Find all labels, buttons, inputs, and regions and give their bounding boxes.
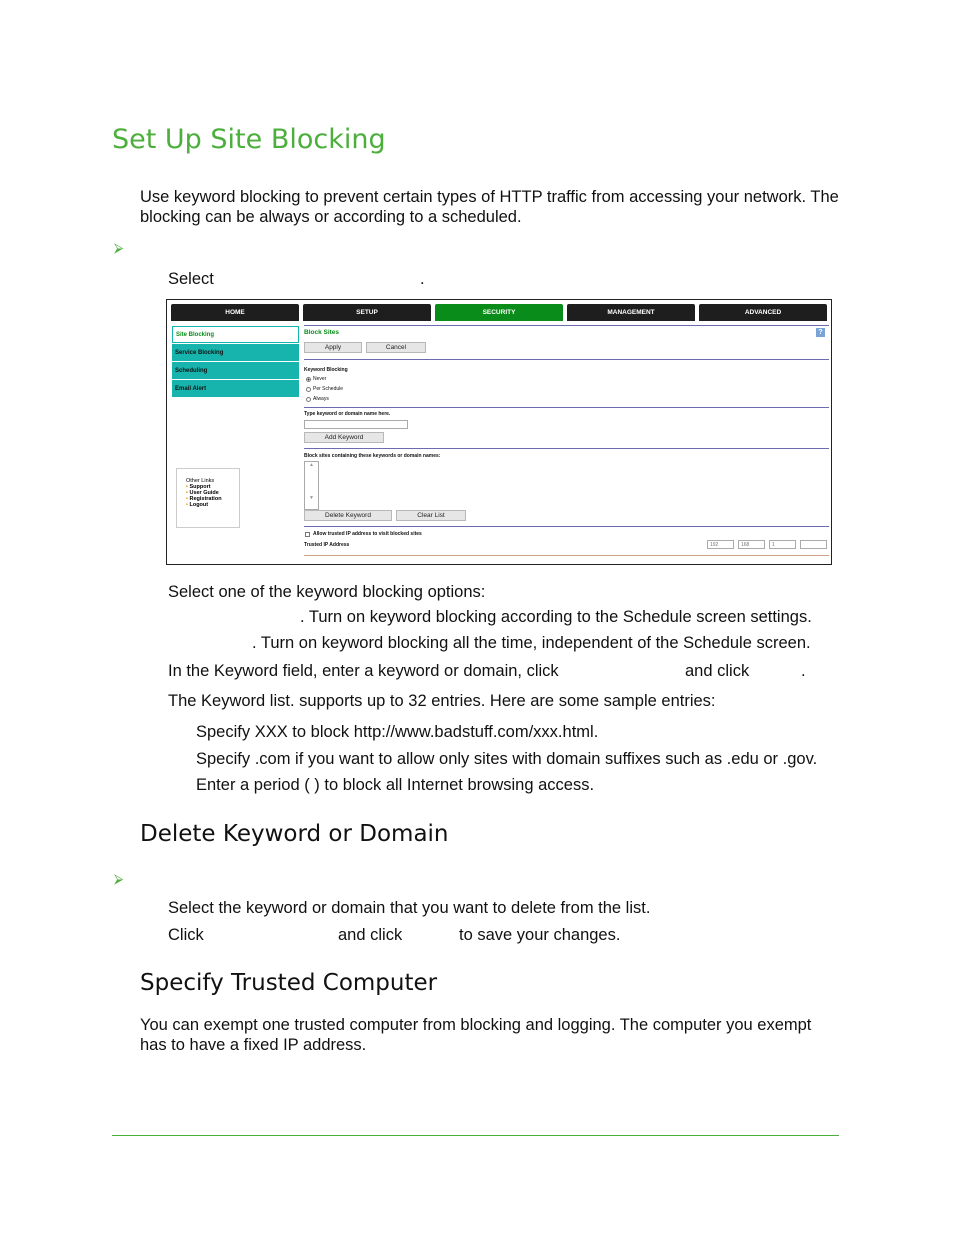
divider — [304, 407, 829, 408]
delete-step-2-b: and click — [338, 926, 403, 944]
ip-octet-3[interactable]: 1 — [769, 540, 796, 549]
block-list-label: Block sites containing these keywords or domain names: — [304, 453, 441, 459]
tab-advanced[interactable]: ADVANCED — [699, 304, 827, 321]
keyword-field-instruction: In the Keyword field, enter a keyword or domain, click — [168, 662, 559, 680]
tab-home[interactable]: HOME — [171, 304, 299, 321]
sidebar-item-scheduling[interactable]: Scheduling — [172, 362, 299, 379]
radio-dot-icon — [306, 377, 311, 382]
step-select-period: . — [420, 270, 425, 288]
cancel-button[interactable]: Cancel — [366, 342, 426, 353]
divider — [304, 555, 829, 556]
sidebar-item-site-blocking[interactable]: Site Blocking — [172, 326, 299, 343]
tab-setup[interactable]: SETUP — [303, 304, 431, 321]
checkbox-icon — [305, 532, 310, 537]
radio-per-schedule[interactable]: Per Schedule — [306, 386, 343, 392]
per-schedule-description: . Turn on keyword blocking according to the Schedule screen settings. — [300, 608, 812, 626]
radio-dot-icon — [306, 387, 311, 392]
radio-always[interactable]: Always — [306, 396, 329, 402]
ip-octet-1[interactable]: 192 — [707, 540, 734, 549]
tab-management[interactable]: MANAGEMENT — [567, 304, 695, 321]
page-title: Set Up Site Blocking — [112, 124, 386, 155]
router-screenshot — [166, 299, 832, 565]
ip-octet-4[interactable] — [800, 540, 827, 549]
divider — [304, 325, 829, 326]
delete-section-title: Delete Keyword or Domain — [140, 821, 449, 847]
trusted-ip-label: Trusted IP Address — [304, 542, 350, 548]
sample-entry: Specify .com if you want to allow only sites with domain suffixes such as .edu or .gov. — [196, 750, 818, 768]
link-support[interactable]: Support — [189, 484, 211, 490]
keyword-blocking-label: Keyword Blocking — [304, 367, 348, 373]
clear-list-button[interactable]: Clear List — [396, 510, 466, 521]
delete-step-1: Select the keyword or domain that you want to delete from the list. — [168, 899, 651, 917]
sample-entry: Enter a period ( ) to block all Internet browsing access. — [196, 776, 595, 794]
scroll-up-icon[interactable]: ▲ — [309, 462, 314, 468]
footer-divider — [112, 1135, 839, 1136]
help-icon[interactable]: ? — [816, 328, 825, 337]
scroll-down-icon[interactable]: ▼ — [309, 495, 314, 501]
divider — [304, 359, 829, 360]
divider — [304, 448, 829, 449]
delete-step-2-c: to save your changes. — [459, 926, 621, 944]
intro-paragraph: Use keyword blocking to prevent certain types of HTTP traffic from accessing your network. The blocking can be always or according to a scheduled. — [140, 188, 839, 226]
allow-trusted-checkbox[interactable]: Allow trusted IP address to visit blocked sites — [305, 531, 422, 537]
trusted-section-body: You can exempt one trusted computer from blocking and logging. The computer you exempt has to have a fixed IP address. — [140, 1016, 812, 1054]
delete-step-2: Click — [168, 926, 204, 944]
apply-button[interactable]: Apply — [304, 342, 362, 353]
step-select-text: Select — [168, 270, 214, 288]
other-links-title: Other Links — [186, 478, 215, 484]
options-intro: Select one of the keyword blocking options: — [168, 583, 486, 601]
link-registration[interactable]: Registration — [189, 496, 222, 502]
add-keyword-button[interactable]: Add Keyword — [304, 432, 384, 443]
type-keyword-label: Type keyword or domain name here. — [304, 411, 391, 417]
divider — [304, 526, 829, 527]
procedure-arrow-icon: ⮚ — [114, 871, 124, 886]
trusted-section-title: Specify Trusted Computer — [140, 970, 438, 996]
always-description: . Turn on keyword blocking all the time, independent of the Schedule screen. — [252, 634, 811, 652]
procedure-arrow-icon: ⮚ — [114, 240, 124, 255]
radio-never[interactable]: Never — [306, 376, 326, 382]
delete-keyword-button[interactable]: Delete Keyword — [304, 510, 392, 521]
sidebar-item-email-alert[interactable]: Email Alert — [172, 380, 299, 397]
keyword-input[interactable] — [304, 420, 408, 429]
sample-entry: Specify XXX to block http://www.badstuff.com/xxx.html. — [196, 723, 599, 741]
sidebar-item-service-blocking[interactable]: Service Blocking — [172, 344, 299, 361]
list-limit-text: The Keyword list. supports up to 32 entries. Here are some sample entries: — [168, 692, 716, 710]
link-logout[interactable]: Logout — [189, 502, 209, 508]
radio-dot-icon — [306, 397, 311, 402]
keyword-field-instruction-b: and click — [685, 662, 750, 680]
link-user-guide[interactable]: User Guide — [189, 490, 219, 496]
tab-security[interactable]: SECURITY — [435, 304, 563, 321]
other-links-box: Other Links • Support • User Guide • Registration • Logout — [176, 468, 240, 528]
keyword-field-instruction-c: . — [801, 662, 806, 680]
block-sites-title: Block Sites — [304, 329, 340, 336]
keyword-list[interactable] — [304, 461, 319, 510]
ip-octet-2[interactable]: 168 — [738, 540, 765, 549]
